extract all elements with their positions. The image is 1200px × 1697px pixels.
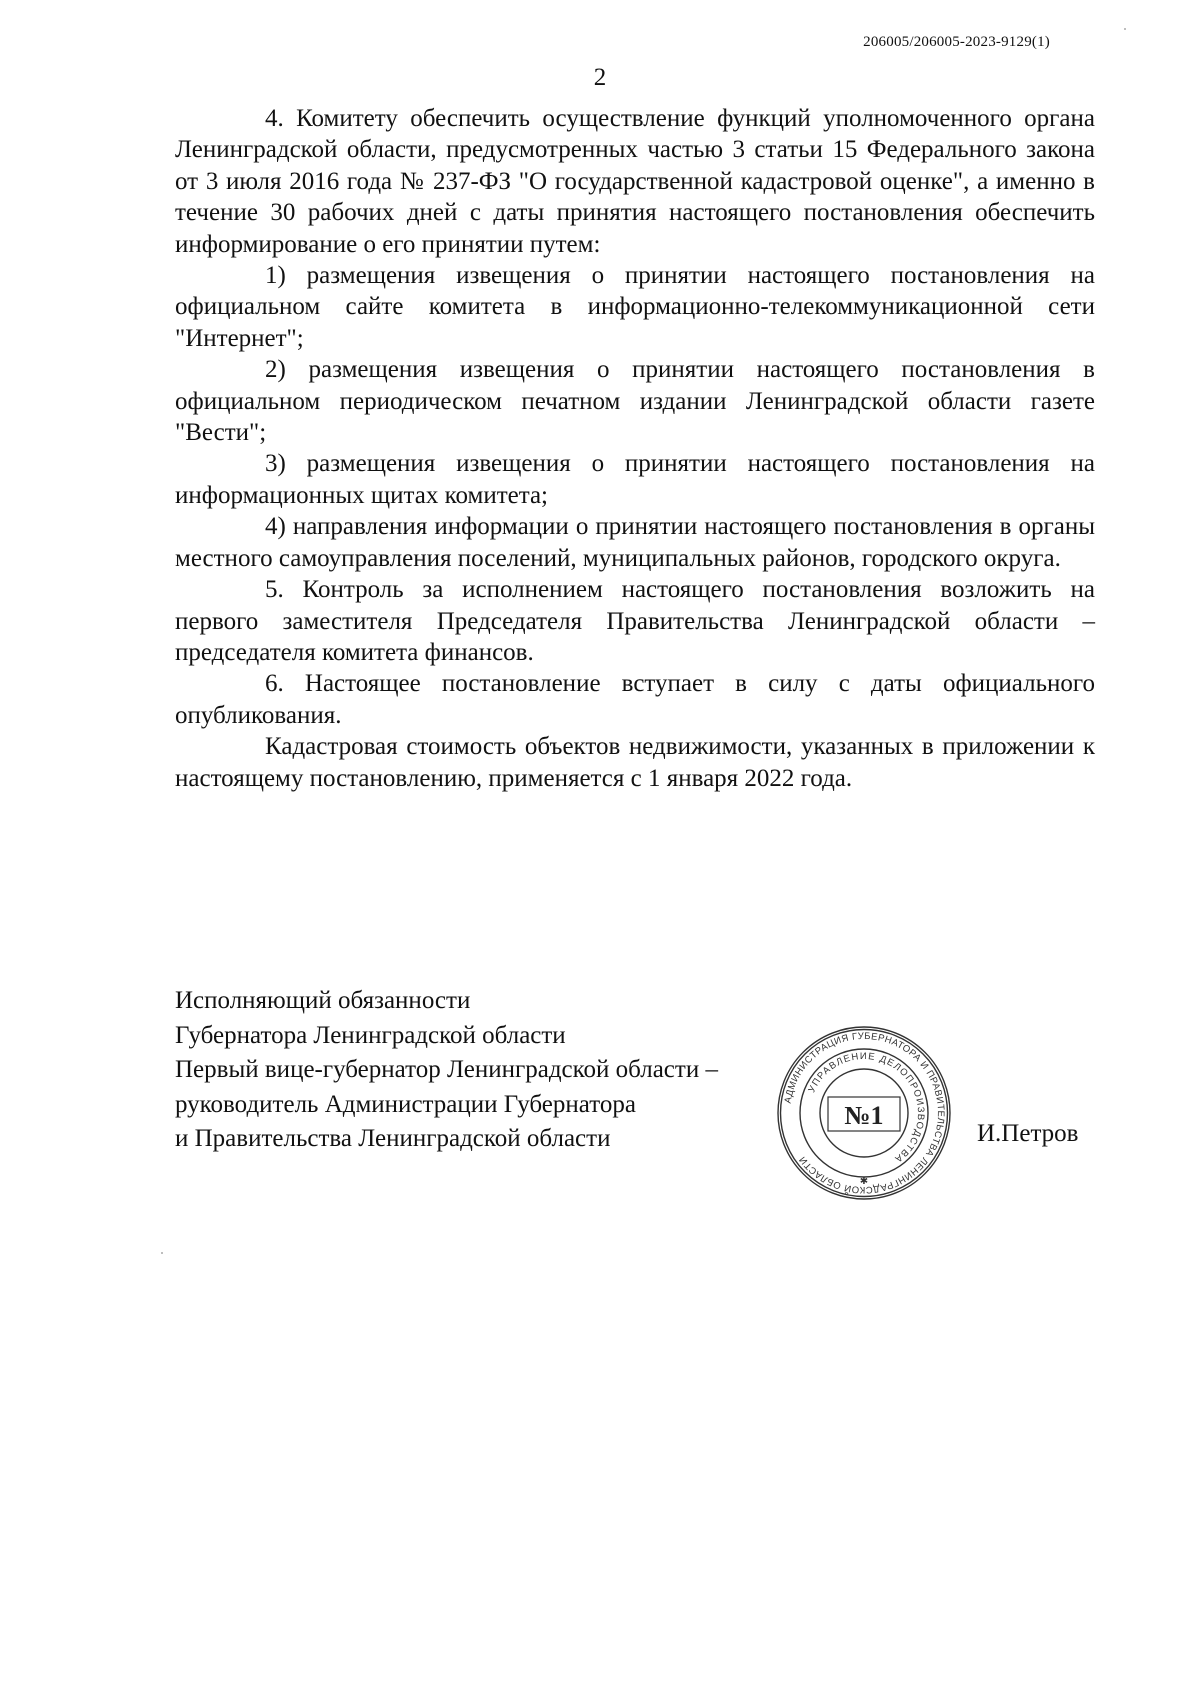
paragraph-4: 4. Комитету обеспечить осуществление функций уполномоченного органа Ленинградской области, предусмотренных частью 3 статьи 15 Федерального закона от 3 июля 2016 года № 237-ФЗ "О государственной кадастровой оценке", а именно в течение 30 рабочих дней с даты принятия настоящего постановления обеспечить информирование о его принятии путем:	[175, 105, 1095, 258]
paragraph-6: 6. Настоящее постановление вступает в силу с даты официального опубликования.	[175, 670, 1095, 729]
signature-line: и Правительства Ленинградской области	[175, 1125, 611, 1152]
list-item-4: 4) направления информации о принятии настоящего постановления в органы местного самоуправления поселений, муниципальных районов, городского округа.	[175, 513, 1095, 572]
page-number: 2	[593, 64, 607, 91]
official-seal-icon	[776, 1025, 952, 1201]
scan-speck	[161, 1252, 163, 1254]
signer-name: И.Петров	[977, 1120, 1079, 1147]
signature-line: Исполняющий обязанности	[175, 987, 471, 1014]
scan-speck	[1124, 28, 1126, 30]
document-id: 206005/206005-2023-9129(1)	[863, 34, 1050, 50]
signature-line: руководитель Администрации Губернатора	[175, 1090, 636, 1118]
seal-center-text: №1	[844, 1101, 884, 1130]
paragraph-5: 5. Контроль за исполнением настоящего постановления возложить на первого заместителя Председателя Правительства Ленинградской области – председателя комитета финансов.	[175, 576, 1095, 666]
list-item-3: 3) размещения извещения о принятии настоящего постановления на информационных щитах комитета;	[175, 450, 1095, 509]
seal-outer-text: АДМИНИСТРАЦИЯ ГУБЕРНАТОРА И ПРАВИТЕЛЬСТВА ЛЕНИНГРАДСКОЙ ОБЛАСТИ	[782, 1030, 947, 1196]
list-item-2: 2) размещения извещения о принятии настоящего постановления в официальном периодическом печатном издании Ленинградской области газете "Вести";	[175, 356, 1095, 447]
seal-inner-text: УПРАВЛЕНИЕ ДЕЛОПРОИЗВОДСТВА	[806, 1050, 927, 1165]
signature-line: Губернатора Ленинградской области	[175, 1021, 566, 1049]
signature-block	[175, 984, 718, 1157]
signature-line: Первый вице-губернатор Ленинградской области –	[175, 1056, 718, 1083]
seal-star-icon: ✱	[859, 1176, 869, 1187]
paragraph-cadastral: Кадастровая стоимость объектов недвижимости, указанных в приложении к настоящему постановлению, применяется с 1 января 2022 года.	[175, 733, 1095, 792]
list-item-1: 1) размещения извещения о принятии настоящего постановления на официальном сайте комитета в информационно-телекоммуникационной сети "Интернет";	[175, 262, 1095, 352]
document-body	[175, 103, 1095, 794]
